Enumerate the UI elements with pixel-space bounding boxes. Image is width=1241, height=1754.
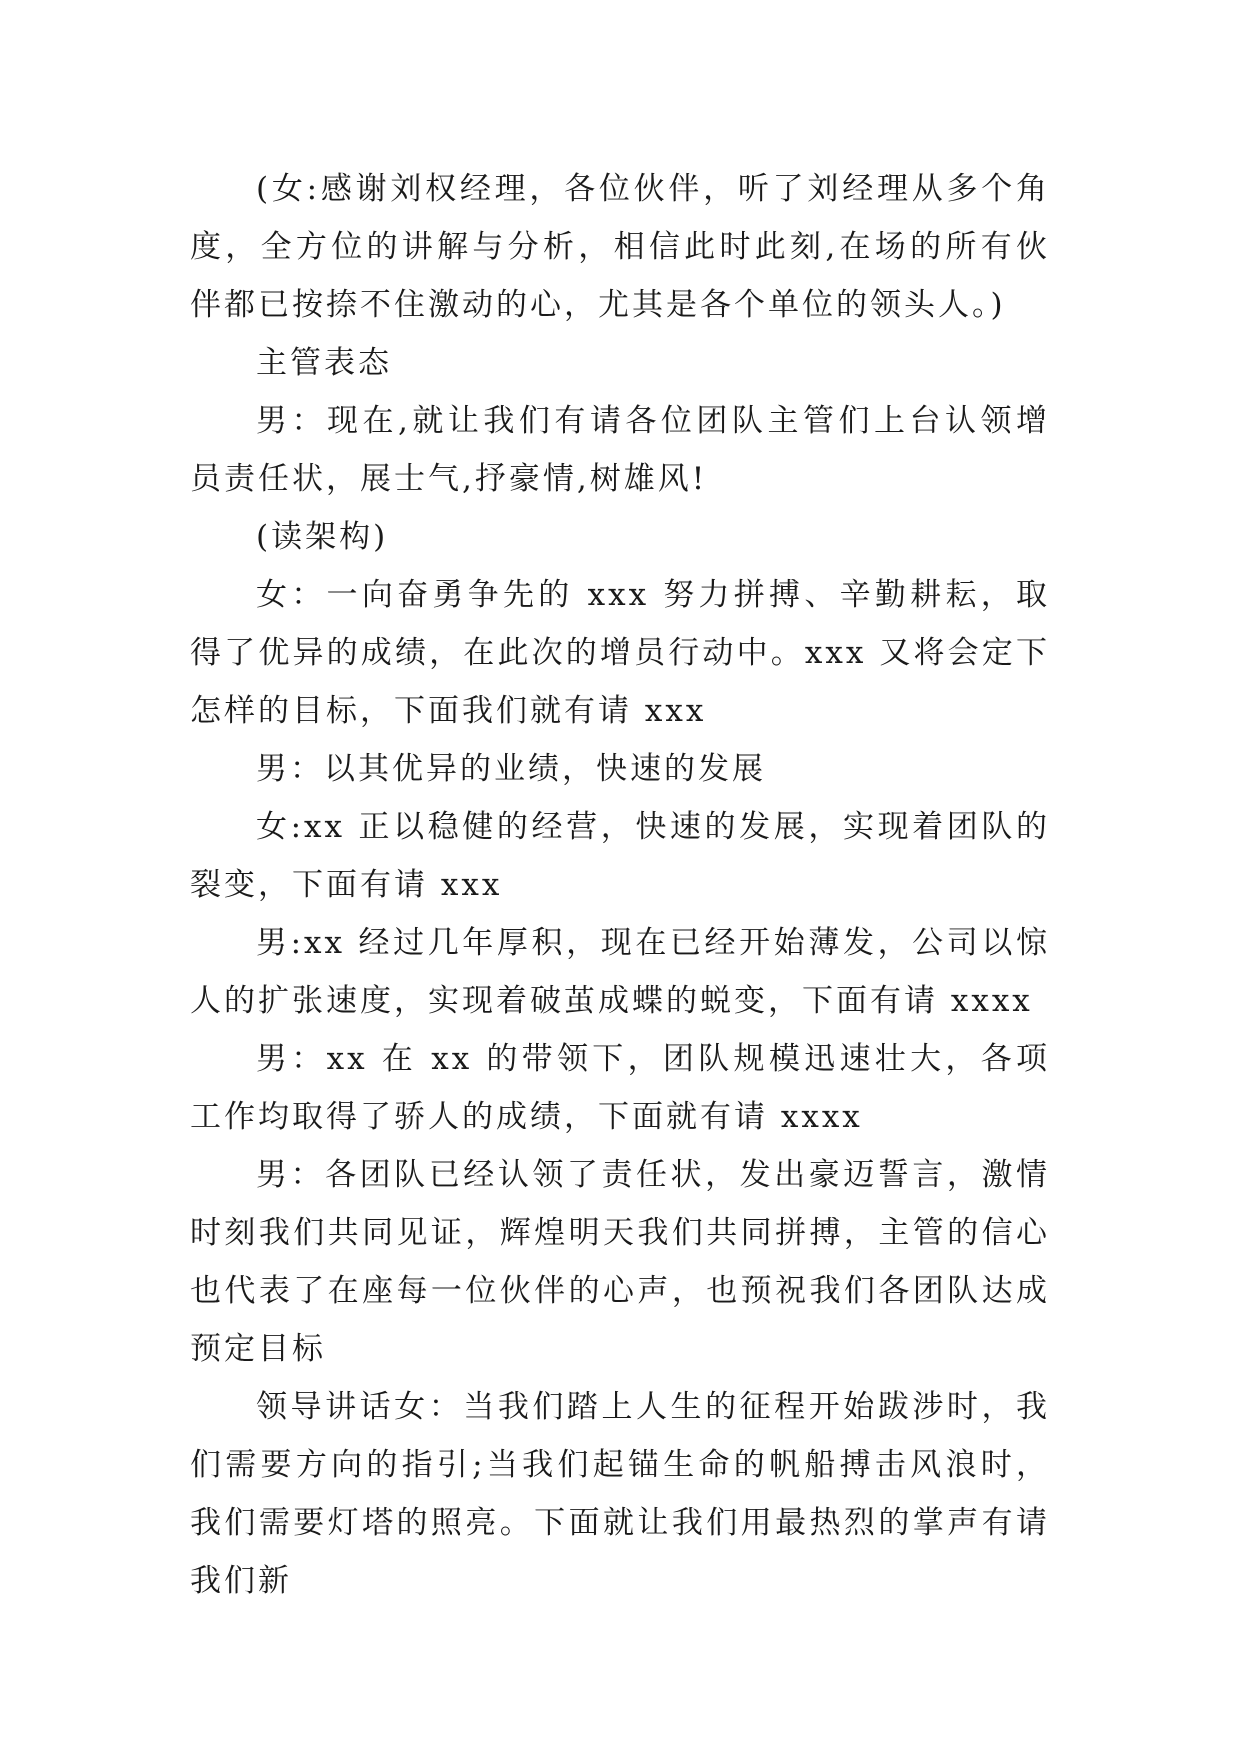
- paragraph-thanks: (女:感谢刘权经理，各位伙伴，听了刘经理从多个角度，全方位的讲解与分析，相信此时此刻,在场的所有伙伴都已按捺不住激动的心，尤其是各个单位的领头人。): [190, 171, 1050, 323]
- paragraph-leader-speech: 领导讲话女：当我们踏上人生的征程开始跋涉时，我们需要方向的指引;当我们起锚生命的帆船搏击风浪时，我们需要灯塔的照亮。下面就让我们用最热烈的掌声有请我们新: [190, 1389, 1050, 1599]
- document-body: [190, 160, 1050, 1610]
- paragraph-team-intro-1: 女：一向奋勇争先的 xxx 努力拼搏、辛勤耕耘，取得了优异的成绩，在此次的增员行动中。xxx 又将会定下怎样的目标，下面我们就有请 xxx: [190, 577, 1050, 729]
- paragraph-invite-supervisors: 男：现在,就让我们有请各位团队主管们上台认领增员责任状，展士气,抒豪情,树雄风!: [190, 403, 1050, 497]
- paragraph-read-structure: (读架构): [256, 519, 389, 555]
- paragraph-team-intro-4: 男:xx 经过几年厚积，现在已经开始薄发，公司以惊人的扩张速度，实现着破茧成蝶的蜕变，下面有请 xxxx: [190, 925, 1050, 1019]
- paragraph-team-intro-2: 男：以其优异的业绩，快速的发展: [256, 751, 766, 787]
- paragraph-team-intro-3: 女:xx 正以稳健的经营，快速的发展，实现着团队的裂变，下面有请 xxx: [190, 809, 1050, 903]
- paragraph-team-intro-5: 男：xx 在 xx 的带领下，团队规模迅速壮大，各项工作均取得了骄人的成绩，下面就有请 xxxx: [190, 1041, 1050, 1135]
- paragraph-section-heading: 主管表态: [256, 345, 392, 381]
- paragraph-closing-pledge: 男：各团队已经认领了责任状，发出豪迈誓言，激情时刻我们共同见证，辉煌明天我们共同拼搏，主管的信心也代表了在座每一位伙伴的心声，也预祝我们各团队达成预定目标: [190, 1157, 1050, 1367]
